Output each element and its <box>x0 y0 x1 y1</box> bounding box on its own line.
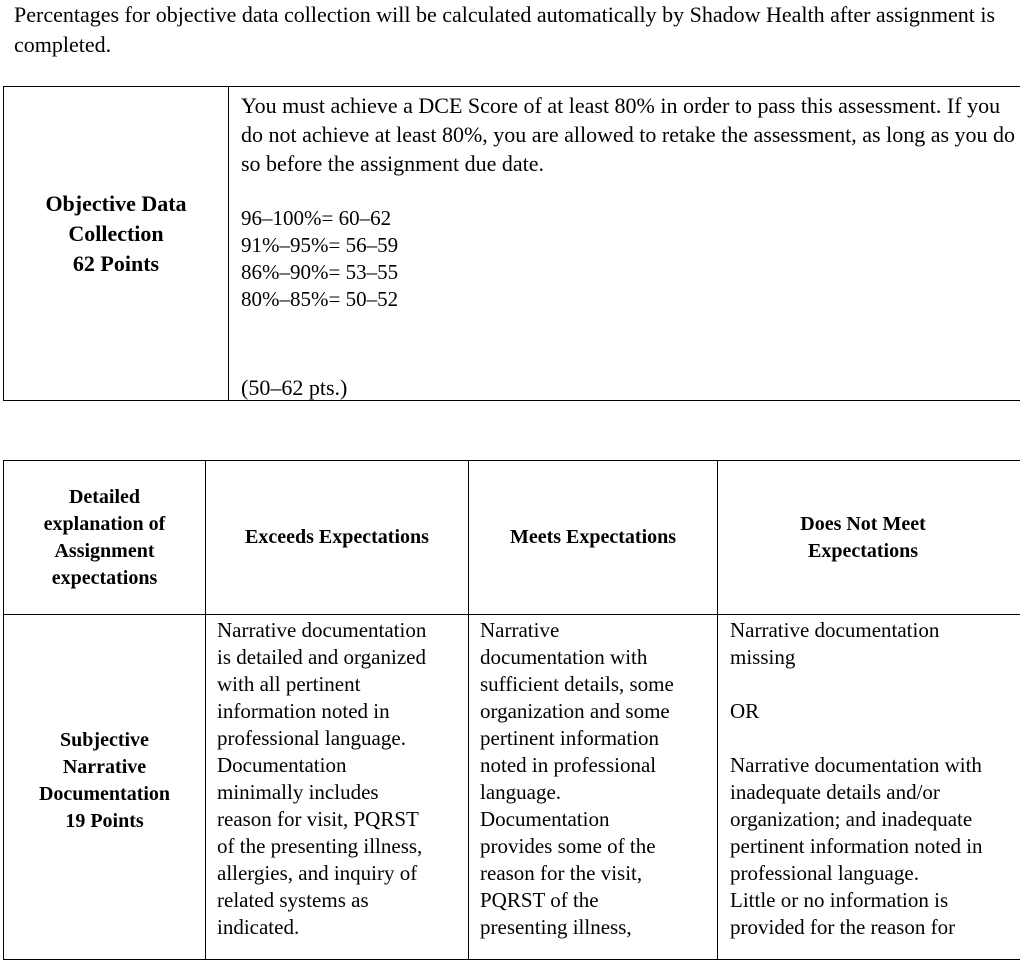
objective-label-line1: Objective Data <box>45 190 187 216</box>
rubric-table <box>3 460 1020 960</box>
header-detailed-explanation <box>4 461 205 614</box>
header-exceeds-text: Exceeds Expectations <box>245 526 429 548</box>
objective-label-line2: Collection <box>68 220 164 246</box>
exceeds-expectations-cell: Narrative documentation is detailed and organized with all pertinent information noted in professional language. Documentation minimally includes reason for visit, PQRST of the presenting illness, allergies, and inquiry of related systems as indicated. <box>217 618 427 939</box>
row-label-line1: Subjective <box>60 729 149 751</box>
dce-score-description: You must achieve a DCE Score of at least 80% in order to pass this assessment. If you do not achieve at least 80%, you are allowed to retake the assessment, as long as you do so before the assignment due date. <box>241 93 1016 176</box>
objective-data-table <box>3 86 1020 401</box>
does-not-meet-expectations-cell: Narrative documentation missing OR Narrative documentation with inadequate details and/or organization; and inadequate pertinent information noted in professional language. Little or no information is provided for the reason for <box>730 618 983 939</box>
header-does-not-meet-expectations <box>718 461 1008 614</box>
header-exceeds-expectations <box>206 461 468 614</box>
objective-data-label-cell <box>4 87 229 400</box>
row-divider <box>4 614 1020 615</box>
score-range-item: 80%–85%= 50–52 <box>241 287 399 311</box>
header-detailed-explanation-text: Detailed explanation of Assignment expectations <box>43 485 166 589</box>
subjective-narrative-label-cell <box>4 631 205 931</box>
header-meets-text: Meets Expectations <box>509 526 677 548</box>
intro-paragraph: Percentages for objective data collection will be calculated automatically by Shadow Health after assignment is completed. <box>14 2 996 57</box>
score-range-item: 86%–90%= 53–55 <box>241 260 399 284</box>
header-meets-expectations <box>469 461 717 614</box>
header-does-not-meet-text: Does Not Meet Expectations <box>800 512 926 562</box>
objective-points-range: (50–62 pts.) <box>241 375 348 400</box>
objective-data-content-cell <box>241 91 1020 313</box>
score-ranges-list <box>241 205 1020 313</box>
row-label-line3: Documentation <box>38 783 171 805</box>
objective-label-points: 62 Points <box>72 250 160 276</box>
row-label-line2: Narrative <box>62 756 147 778</box>
meets-expectations-cell: Narrative documentation with sufficient details, some organization and some pertinent information noted in professional language. Documentation provides some of the reason for the visit, PQRST of the presenting illness, <box>480 618 674 939</box>
row-label-points: 19 Points <box>65 810 144 832</box>
score-range-item: 96–100%= 60–62 <box>241 206 392 230</box>
score-range-item: 91%–95%= 56–59 <box>241 233 399 257</box>
